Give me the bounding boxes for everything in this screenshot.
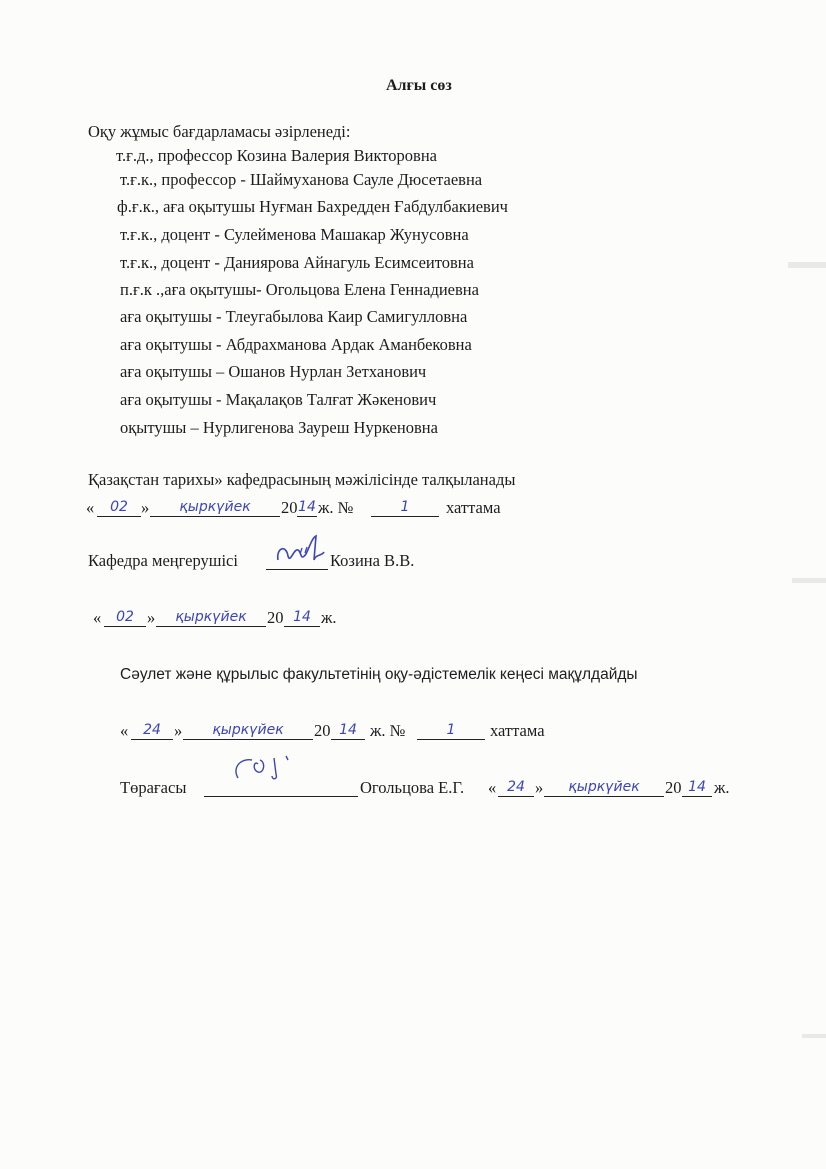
open-quote: « [120, 721, 129, 740]
author-item: т.ғ.к., профессор - Шаймуханова Сауле Дюсетаевна [120, 170, 483, 189]
open-quote: « [86, 498, 95, 517]
head-label: Кафедра меңгерушісі [88, 551, 238, 570]
author-item: оқытушы – Нурлигенова Зауреш Нуркеновна [120, 418, 438, 437]
author-item: т.ғ.д., профессор Козина Валерия Викторовна [116, 146, 437, 165]
chair-day-field: 24 [498, 778, 534, 797]
chair-label: Төрағасы [120, 778, 187, 797]
author-item: аға оқытушы - Абдрахманова Ардак Аманбековна [120, 335, 472, 354]
chair-month-field: қыркүйек [544, 778, 664, 797]
dept-day-field: 02 [97, 498, 141, 517]
close-quote: » [174, 721, 183, 740]
year-protocol-label: ж. № [370, 721, 406, 740]
author-item: т.ғ.к., доцент - Даниярова Айнагуль Есимсеитовна [120, 253, 474, 272]
council-approval-text: Сәулет және құрылыс факультетінің оқу-әдістемелік кеңесі мақұлдайды [120, 666, 638, 683]
council-protocol-number-field: 1 [417, 721, 485, 740]
year-protocol-label: ж. № [318, 498, 354, 517]
head-signature-icon [272, 530, 328, 572]
council-year-field: 14 [331, 721, 365, 740]
scan-artifact [792, 578, 826, 583]
open-quote: « [93, 608, 102, 627]
scan-artifact [788, 262, 826, 268]
year-label: ж. [714, 778, 730, 797]
author-item: аға оқытушы - Тлеугабылова Каир Самигулловна [120, 307, 468, 326]
open-quote: « [488, 778, 497, 797]
intro-text: Оқу жұмыс бағдарламасы әзірленеді: [88, 122, 351, 141]
head-day-field: 02 [104, 608, 146, 627]
scan-artifact [802, 1034, 826, 1038]
protocol-label: хаттама [446, 498, 501, 517]
close-quote: » [141, 498, 150, 517]
author-item: т.ғ.к., доцент - Сулейменова Машакар Жунусовна [120, 225, 469, 244]
close-quote: » [147, 608, 156, 627]
year-prefix: 20 [665, 778, 682, 797]
dept-protocol-number-field: 1 [371, 498, 439, 517]
author-item: аға оқытушы - Мақалақов Талғат Жәкенович [120, 390, 437, 409]
year-prefix: 20 [267, 608, 284, 627]
year-prefix: 20 [281, 498, 298, 517]
chair-year-field: 14 [682, 778, 712, 797]
author-item: аға оқытушы – Ошанов Нурлан Зетханович [120, 362, 427, 381]
chair-signature-icon [228, 750, 308, 786]
head-year-field: 14 [284, 608, 320, 627]
close-quote: » [535, 778, 544, 797]
page-title: Алғы сөз [386, 77, 452, 94]
head-month-field: қыркүйек [156, 608, 266, 627]
dept-year-field: 14 [298, 499, 316, 515]
protocol-label: хаттама [490, 721, 545, 740]
year-label: ж. [321, 608, 337, 627]
dept-month-field: қыркүйек [150, 498, 280, 517]
department-discussion-text: Қазақстан тарихы» кафедрасының мәжілісінде талқыланады [88, 470, 516, 489]
council-day-field: 24 [131, 721, 173, 740]
chair-name: Огольцова Е.Г. [360, 778, 465, 797]
council-month-field: қыркүйек [183, 721, 313, 740]
author-item: п.ғ.к .,аға оқытушы- Огольцова Елена Геннадиевна [120, 280, 479, 299]
head-name: Козина В.В. [330, 551, 415, 570]
year-prefix: 20 [314, 721, 331, 740]
author-item: ф.ғ.к., аға оқытушы Нуғман Бахредден Ғабдулбакиевич [117, 197, 508, 216]
